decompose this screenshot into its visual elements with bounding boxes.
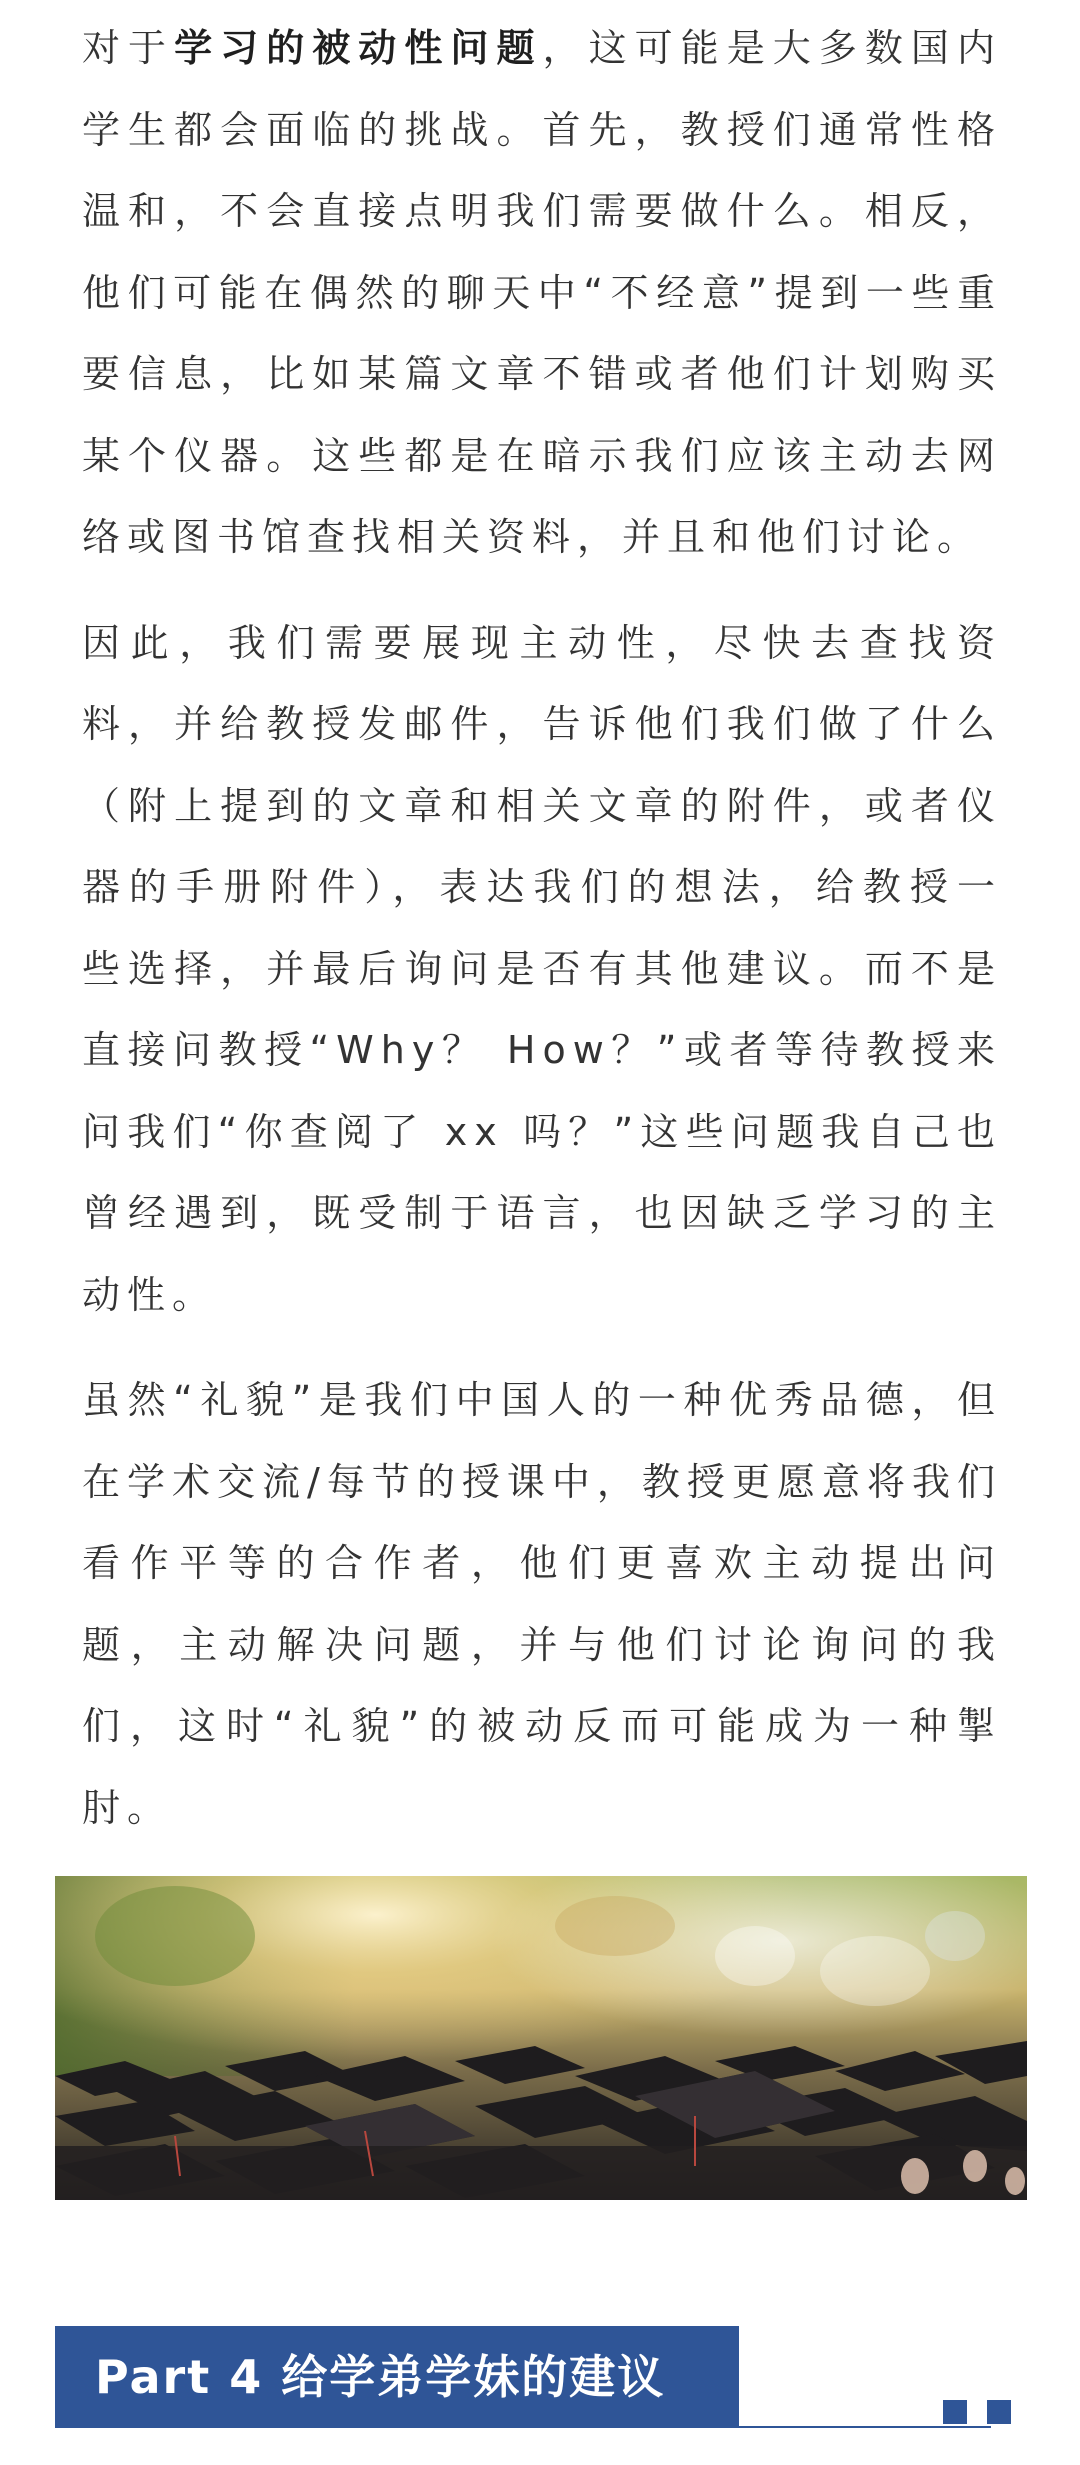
section-title-box [55,2326,739,2428]
paragraph-passivity [82,8,1002,579]
paragraph-politeness: 虽然“礼貌”是我们中国人的一种优秀品德，但在学术交流/每节的授课中，教授更愿意将我们看作平等的合作者，他们更喜欢主动提出问题，主动解决问题，并与他们讨论询问的我们，这时“礼貌”的被动反而可能成为一种掣肘。 [82,1378,1002,1830]
article-body [82,8,1002,1873]
section-title: Part 4 给学弟学妹的建议 [95,2350,666,2404]
graduation-caps-photo [55,1876,1027,2200]
decorative-square [943,2400,967,2424]
paragraph-initiative: 因此，我们需要展现主动性，尽快去查找资料，并给教授发邮件，告诉他们我们做了什么（附上提到的文章和相关文章的附件，或者仪器的手册附件），表达我们的想法，给教授一些选择，并最后询问是否有其他建议。而不是直接问教授“Why？ How？”或者等待教授来问我们“你查阅了 xx 吗？”这些问题我自己也曾经遇到，既受制于语言，也因缺乏学习的主动性。 [82,620,1002,1317]
section-header [55,2326,1025,2436]
paragraph-lead: 对于 [82,26,175,70]
paragraph-rest: ，这可能是大多数国内学生都会面临的挑战。首先，教授们通常性格温和，不会直接点明我们需要做什么。相反，他们可能在偶然的聊天中“不经意”提到一些重要信息，比如某篇文章不错或者他们计划购买某个仪器。这些都是在暗示我们应该主动去网络或图书馆查找相关资料，并且和他们讨论。 [82,26,1002,559]
decorative-square [987,2400,1011,2424]
section-divider-line [739,2426,991,2428]
emphasis-text: 学习的被动性问题 [174,26,543,70]
